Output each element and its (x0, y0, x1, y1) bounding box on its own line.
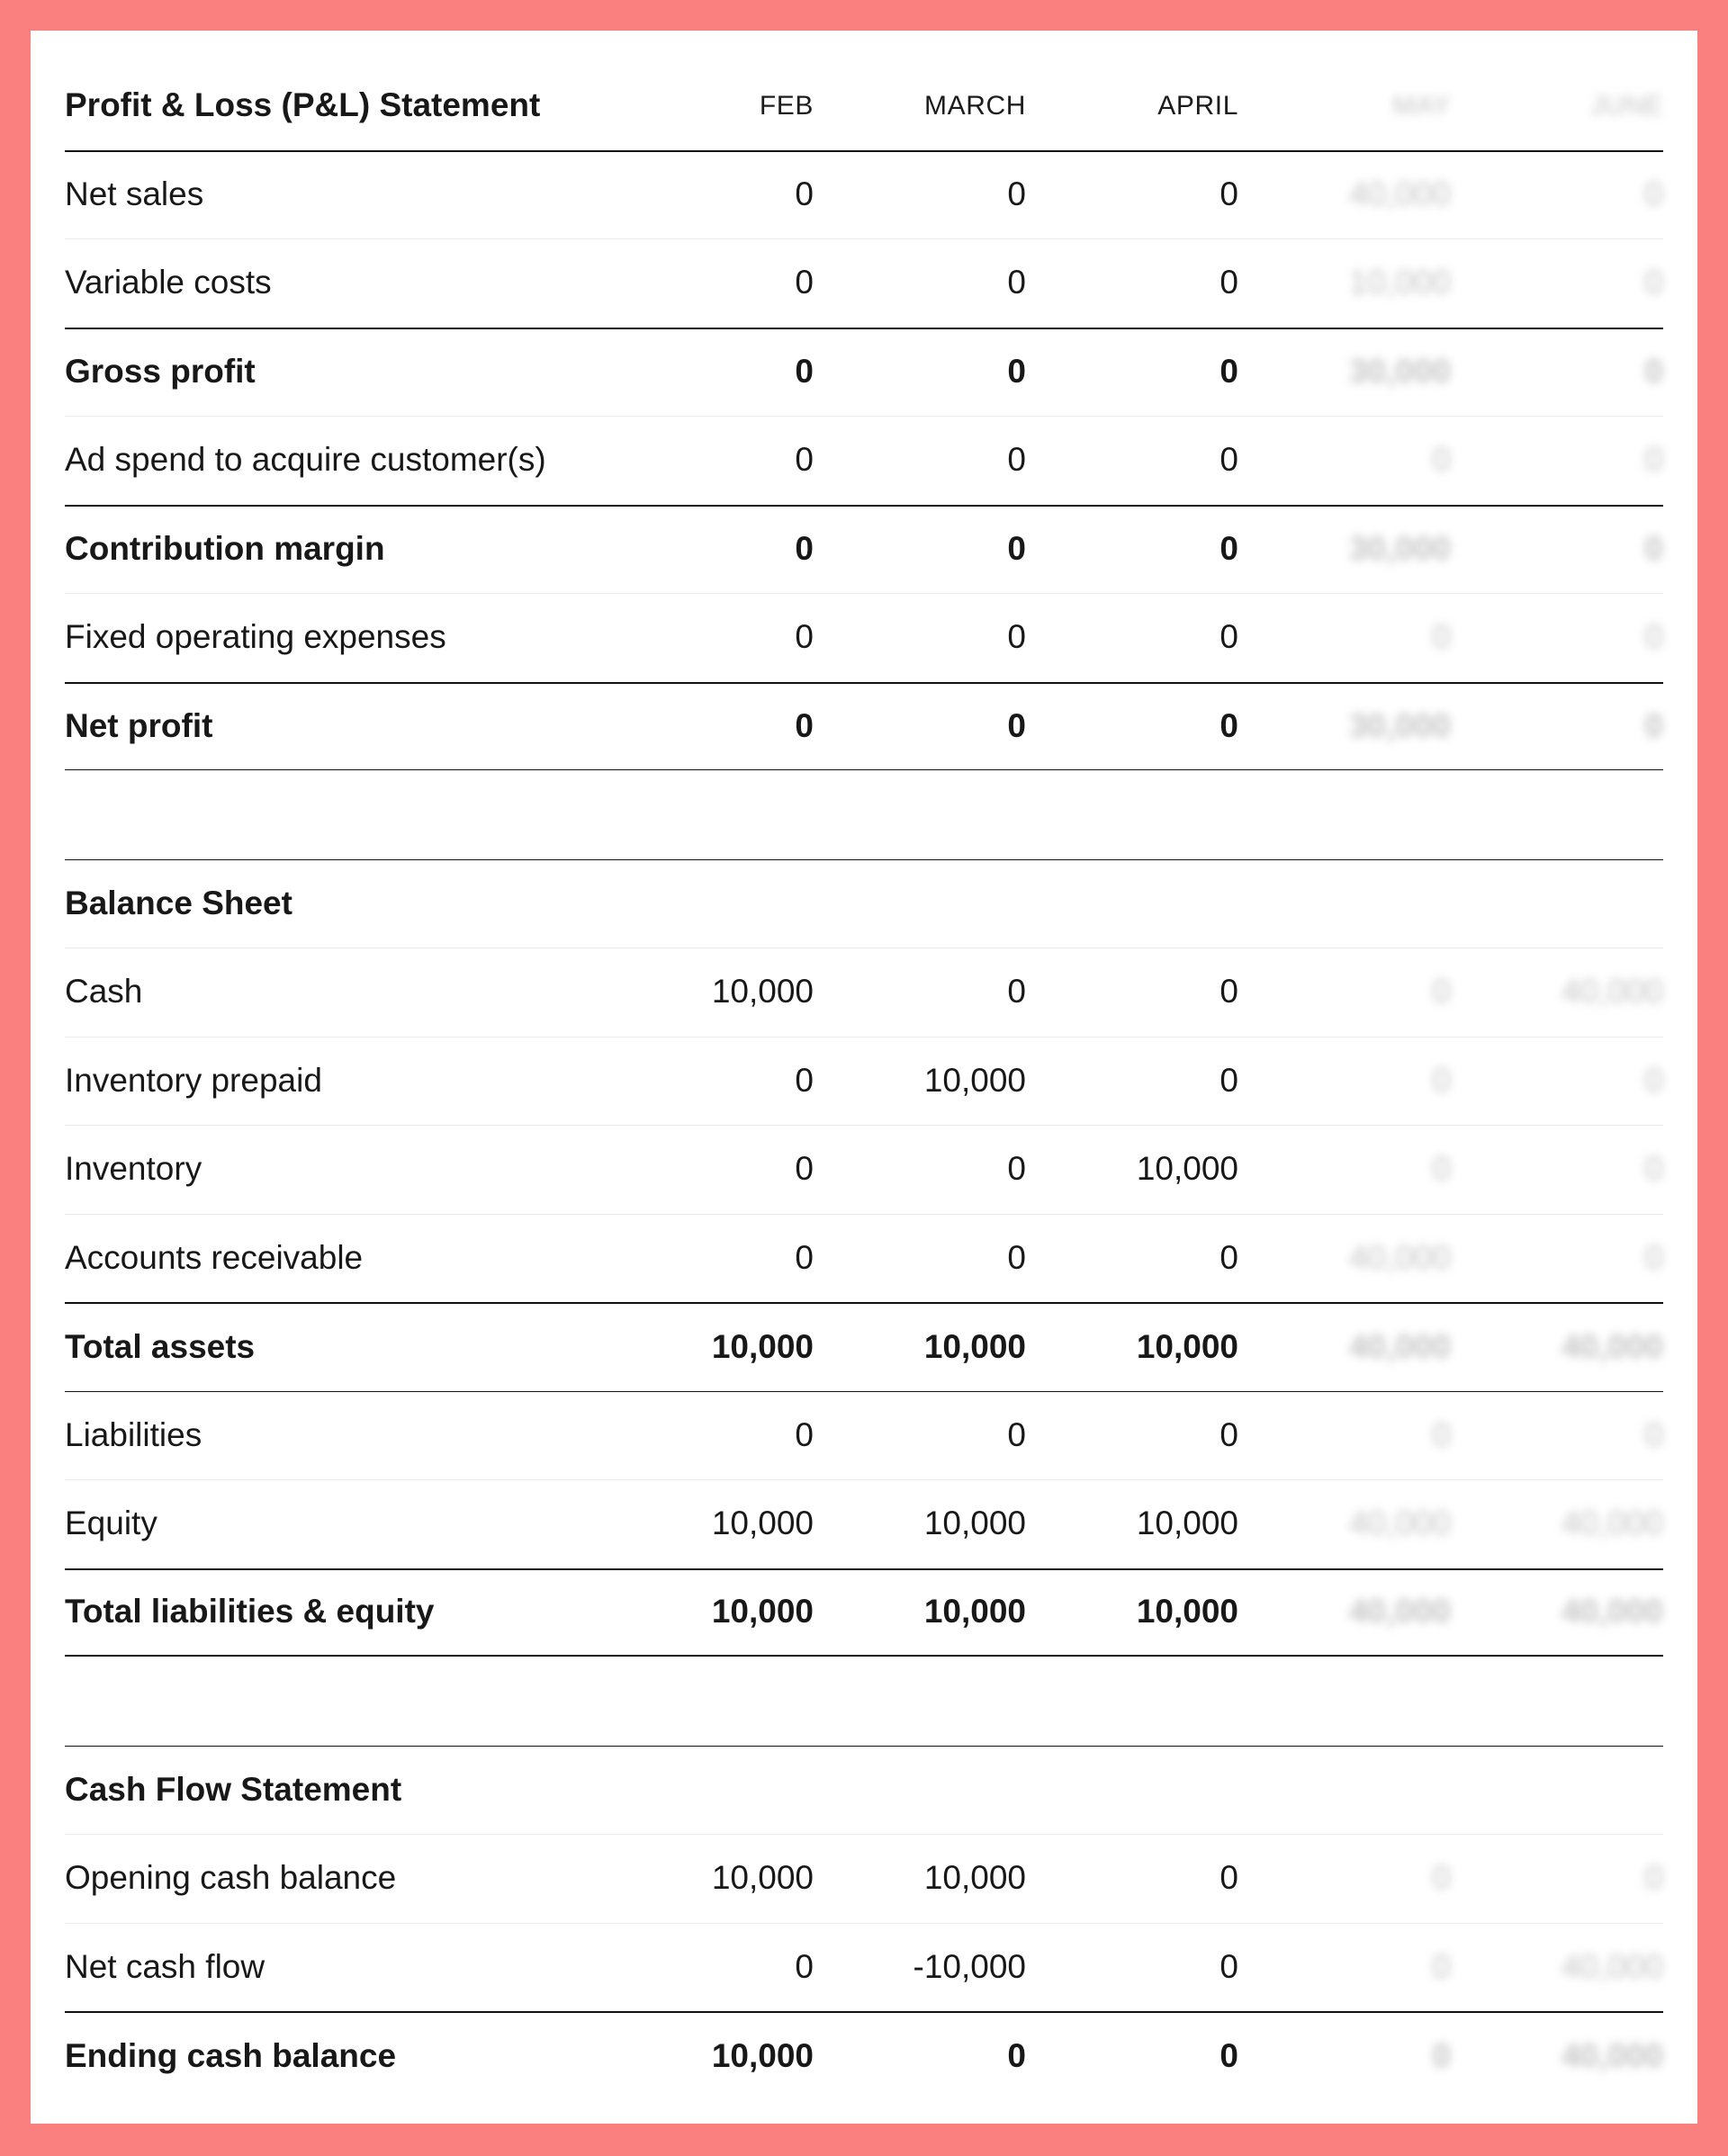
cell-march: 0 (1007, 353, 1026, 391)
cell-feb: 10,000 (711, 1859, 814, 1897)
section-title: Cash Flow Statement (65, 1770, 402, 1808)
cell-march: 10,000 (923, 1061, 1026, 1099)
table-row (65, 238, 1663, 328)
table-row (65, 328, 1663, 417)
cell-may: 0 (1432, 1061, 1451, 1099)
section-cash-flow (65, 1746, 1663, 2100)
row-label: Variable costs (65, 264, 272, 301)
cell-may: 0 (1432, 1859, 1451, 1897)
cell-june: 40,000 (1561, 1327, 1663, 1365)
cell-june: 0 (1644, 353, 1663, 391)
cell-march: 10,000 (923, 1859, 1026, 1897)
cell-feb: 0 (795, 353, 814, 391)
table-row (65, 1214, 1663, 1303)
cell-may: 10,000 (1348, 264, 1451, 301)
cell-may: 0 (1432, 1150, 1451, 1188)
column-header-june: JUNE (1590, 90, 1663, 121)
row-label: Liabilities (65, 1415, 202, 1453)
cell-may: 0 (1432, 1947, 1451, 1985)
table-row (65, 1302, 1663, 1391)
cell-june: 40,000 (1561, 1947, 1663, 1985)
cell-april: 0 (1220, 973, 1238, 1011)
table-row (65, 1391, 1663, 1480)
table-row (65, 1834, 1663, 1923)
table-row (65, 1568, 1663, 1657)
table-row (65, 505, 1663, 594)
cell-feb: 0 (795, 618, 814, 656)
row-label: Equity (65, 1505, 158, 1542)
cell-march: 0 (1007, 706, 1026, 744)
cell-may: 0 (1432, 618, 1451, 656)
cell-april: 0 (1220, 1947, 1238, 1985)
cell-feb: 0 (795, 530, 814, 568)
cell-april: 0 (1220, 706, 1238, 744)
cell-april: 0 (1220, 175, 1238, 213)
cell-feb: 10,000 (711, 973, 814, 1011)
table-row (65, 150, 1663, 239)
cell-feb: 0 (795, 1150, 814, 1188)
column-header-feb: FEB (759, 90, 814, 121)
financial-report-card (31, 31, 1697, 2124)
cell-april: 0 (1220, 264, 1238, 301)
cell-feb: 10,000 (711, 1327, 814, 1365)
cell-june: 0 (1644, 530, 1663, 568)
table-row (65, 593, 1663, 682)
table-row (65, 948, 1663, 1037)
cell-april: 10,000 (1136, 1150, 1238, 1188)
cell-feb: 0 (795, 175, 814, 213)
cell-may: 40,000 (1348, 175, 1451, 213)
cell-june: 0 (1644, 264, 1663, 301)
row-label: Cash (65, 973, 143, 1011)
cell-feb: 10,000 (711, 2036, 814, 2074)
cell-april: 10,000 (1136, 1593, 1238, 1630)
cell-april: 10,000 (1136, 1327, 1238, 1365)
cell-feb: 0 (795, 1238, 814, 1276)
cell-april: 0 (1220, 1238, 1238, 1276)
row-label: Total assets (65, 1327, 256, 1365)
row-label: Net cash flow (65, 1947, 266, 1985)
cell-march: 0 (1007, 264, 1026, 301)
pnl-title-row (65, 61, 1663, 150)
cell-feb: 10,000 (711, 1505, 814, 1542)
cell-may: 30,000 (1348, 706, 1451, 744)
cell-april: 0 (1220, 353, 1238, 391)
cell-april: 10,000 (1136, 1505, 1238, 1542)
cell-june: 0 (1644, 618, 1663, 656)
cell-feb: 0 (795, 441, 814, 479)
table-row (65, 1125, 1663, 1214)
cell-may: 0 (1432, 2036, 1451, 2074)
cell-feb: 0 (795, 706, 814, 744)
cell-may: 0 (1432, 973, 1451, 1011)
cell-june: 0 (1644, 175, 1663, 213)
cell-feb: 0 (795, 264, 814, 301)
cell-april: 0 (1220, 2036, 1238, 2074)
cell-april: 0 (1220, 1061, 1238, 1099)
column-header-may: MAY (1392, 90, 1451, 121)
cell-june: 0 (1644, 706, 1663, 744)
cell-march: 0 (1007, 1150, 1026, 1188)
row-label: Inventory (65, 1150, 202, 1188)
section-balance-sheet (65, 859, 1663, 1657)
report-table (65, 61, 1663, 2100)
cell-march: 0 (1007, 1238, 1026, 1276)
cell-june: 0 (1644, 1415, 1663, 1453)
cell-june: 40,000 (1561, 1593, 1663, 1630)
cell-may: 30,000 (1348, 353, 1451, 391)
cell-march: 0 (1007, 175, 1026, 213)
row-label: Contribution margin (65, 530, 385, 568)
cell-may: 40,000 (1348, 1238, 1451, 1276)
cell-june: 0 (1644, 1859, 1663, 1897)
row-label: Gross profit (65, 353, 256, 391)
row-label: Net profit (65, 706, 213, 744)
cell-june: 0 (1644, 1150, 1663, 1188)
cash-flow-title-row (65, 1746, 1663, 1835)
cell-march: 0 (1007, 2036, 1026, 2074)
row-label: Fixed operating expenses (65, 618, 446, 656)
row-label: Net sales (65, 175, 204, 213)
cell-feb: 10,000 (711, 1593, 814, 1630)
section-pnl (65, 61, 1663, 770)
cell-feb: 0 (795, 1415, 814, 1453)
cell-june: 40,000 (1561, 973, 1663, 1011)
table-row (65, 416, 1663, 505)
cell-march: 0 (1007, 973, 1026, 1011)
cell-march: 10,000 (923, 1593, 1026, 1630)
section-title: Balance Sheet (65, 884, 292, 921)
cell-may: 40,000 (1348, 1593, 1451, 1630)
cell-april: 0 (1220, 441, 1238, 479)
cell-april: 0 (1220, 618, 1238, 656)
cell-march: 0 (1007, 441, 1026, 479)
cell-feb: 0 (795, 1061, 814, 1099)
cell-feb: 0 (795, 1947, 814, 1985)
cell-june: 0 (1644, 1238, 1663, 1276)
row-label: Ad spend to acquire customer(s) (65, 441, 546, 479)
row-label: Accounts receivable (65, 1238, 364, 1276)
cell-may: 40,000 (1348, 1327, 1451, 1365)
table-row (65, 1037, 1663, 1126)
cell-march: 0 (1007, 1415, 1026, 1453)
cell-march: 10,000 (923, 1327, 1026, 1365)
cell-june: 40,000 (1561, 2036, 1663, 2074)
cell-may: 40,000 (1348, 1505, 1451, 1542)
section-title: Profit & Loss (P&L) Statement (65, 85, 541, 123)
cell-june: 0 (1644, 441, 1663, 479)
cell-june: 40,000 (1561, 1505, 1663, 1542)
cell-march: 0 (1007, 530, 1026, 568)
table-row (65, 1923, 1663, 2012)
column-header-april: APRIL (1157, 90, 1238, 121)
cell-march: 0 (1007, 618, 1026, 656)
cell-march: 10,000 (923, 1505, 1026, 1542)
row-label: Opening cash balance (65, 1859, 397, 1897)
cell-may: 0 (1432, 441, 1451, 479)
row-label: Total liabilities & equity (65, 1593, 435, 1630)
cell-may: 0 (1432, 1415, 1451, 1453)
table-row (65, 682, 1663, 771)
cell-april: 0 (1220, 1859, 1238, 1897)
row-label: Inventory prepaid (65, 1061, 322, 1099)
table-row (65, 1479, 1663, 1568)
cell-march: -10,000 (913, 1947, 1026, 1985)
cell-june: 0 (1644, 1061, 1663, 1099)
column-header-march: MARCH (924, 90, 1026, 121)
cell-april: 0 (1220, 530, 1238, 568)
balance-sheet-title-row (65, 859, 1663, 948)
cell-may: 30,000 (1348, 530, 1451, 568)
row-label: Ending cash balance (65, 2036, 397, 2074)
cell-april: 0 (1220, 1415, 1238, 1453)
table-row (65, 2011, 1663, 2100)
